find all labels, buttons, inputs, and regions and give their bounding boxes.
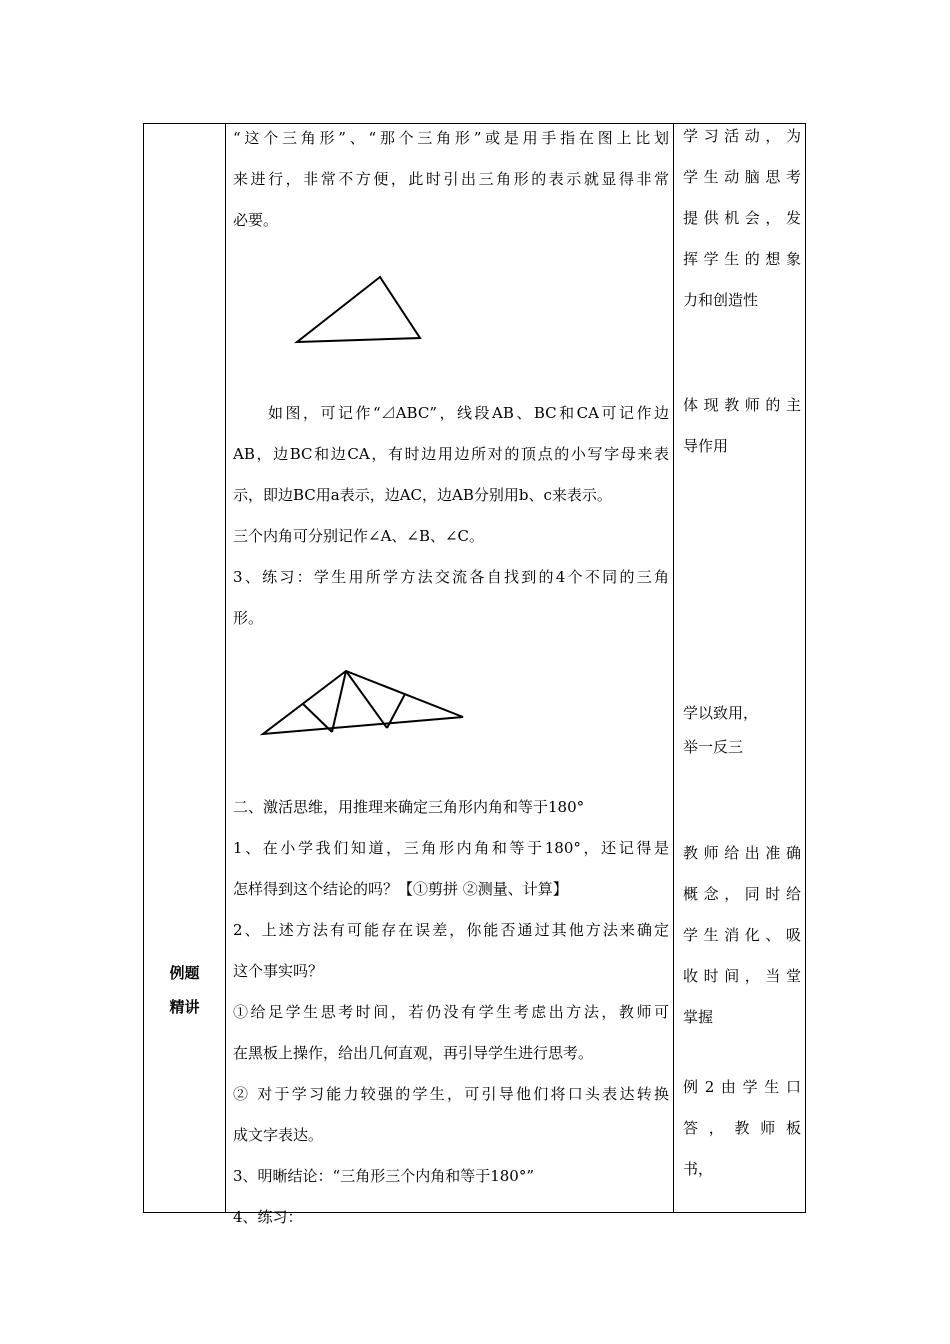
text-line: 4、练习：: [233, 1208, 303, 1226]
text-line: ② 对于学习能力较强的学生，可引导他们将口头表达转换: [233, 1085, 669, 1103]
text-line: 成文字表达。: [233, 1126, 324, 1144]
text-line: “这个三角形”、“那个三角形”或是用手指在图上比划: [233, 129, 669, 147]
text-line: 3、练习：学生用所学方法交流各自找到的4个不同的三角: [233, 568, 669, 586]
triangle-subdivision-figure: [235, 645, 495, 755]
text-line: AB，边BC和边CA，有时边用边所对的顶点的小写字母来表: [233, 445, 669, 463]
note-line: 收时间，当堂: [683, 967, 801, 985]
text-line: 二、激活思维，用推理来确定三角形内角和等于180°: [233, 798, 585, 816]
text-line: 怎样得到这个结论的吗？【①剪拼 ②测量、计算】: [233, 880, 568, 898]
section-label: [144, 956, 225, 1024]
note-concept: [683, 833, 801, 1038]
note-line: 举一反三: [683, 738, 744, 756]
note-example: [683, 1067, 801, 1190]
note-line: 体现教师的主: [683, 396, 801, 414]
note-line: 提供机会，发: [683, 209, 801, 227]
text-line: 3、明晰结论：“三角形三个内角和等于180°”: [233, 1167, 535, 1185]
text-line: 这个事实吗？: [233, 962, 324, 980]
note-application: [683, 696, 801, 764]
paragraph-intro: [233, 118, 669, 241]
section-label-line2: 精讲: [169, 998, 200, 1016]
column-divider-right: [673, 124, 674, 1212]
note-line: 掌握: [683, 1008, 714, 1026]
note-line: 概念，同时给: [683, 885, 801, 903]
note-line: 例2由学生口: [683, 1078, 801, 1096]
paragraph-notation: [233, 393, 669, 639]
note-line: 导作用: [683, 437, 729, 455]
text-line: 示，即边BC用a表示，边AC，边AB分别用b、c来表示。: [233, 486, 612, 504]
note-learning-activity: [683, 116, 801, 321]
note-line: 教师给出准确: [683, 844, 801, 862]
text-line: 形。: [233, 609, 264, 627]
section-label-line1: 例题: [169, 964, 200, 982]
column-divider-left: [225, 124, 226, 1212]
triangle-abc-figure: [270, 250, 450, 365]
note-line: 学生消化、吸: [683, 926, 801, 944]
note-line: 答，教师板: [683, 1119, 801, 1137]
text-line: 如图，可记作“⊿ABC”，线段AB、BC和CA可记作边: [233, 404, 669, 422]
note-line: 挥学生的想象: [683, 250, 801, 268]
note-line: 学习活动，为: [683, 127, 801, 145]
paragraph-angle-sum: [233, 787, 669, 1238]
text-line: 来进行，非常不方便，此时引出三角形的表示就显得非常: [233, 170, 669, 188]
note-line: 学以致用，: [683, 704, 759, 722]
note-line: 书，: [683, 1160, 714, 1178]
text-line: ①给足学生思考时间，若仍没有学生考虑出方法，教师可: [233, 1003, 669, 1021]
note-teacher-role: [683, 385, 801, 467]
note-line: 学生动脑思考: [683, 168, 801, 186]
note-line: 力和创造性: [683, 291, 759, 309]
text-line: 必要。: [233, 211, 279, 229]
text-line: 三个内角可分别记作∠A、∠B、∠C。: [233, 527, 485, 545]
text-line: 在黑板上操作，给出几何直观，再引导学生进行思考。: [233, 1044, 594, 1062]
text-line: 1、在小学我们知道，三角形内角和等于180°，还记得是: [233, 839, 669, 857]
text-line: 2、上述方法有可能存在误差，你能否通过其他方法来确定: [233, 921, 669, 939]
